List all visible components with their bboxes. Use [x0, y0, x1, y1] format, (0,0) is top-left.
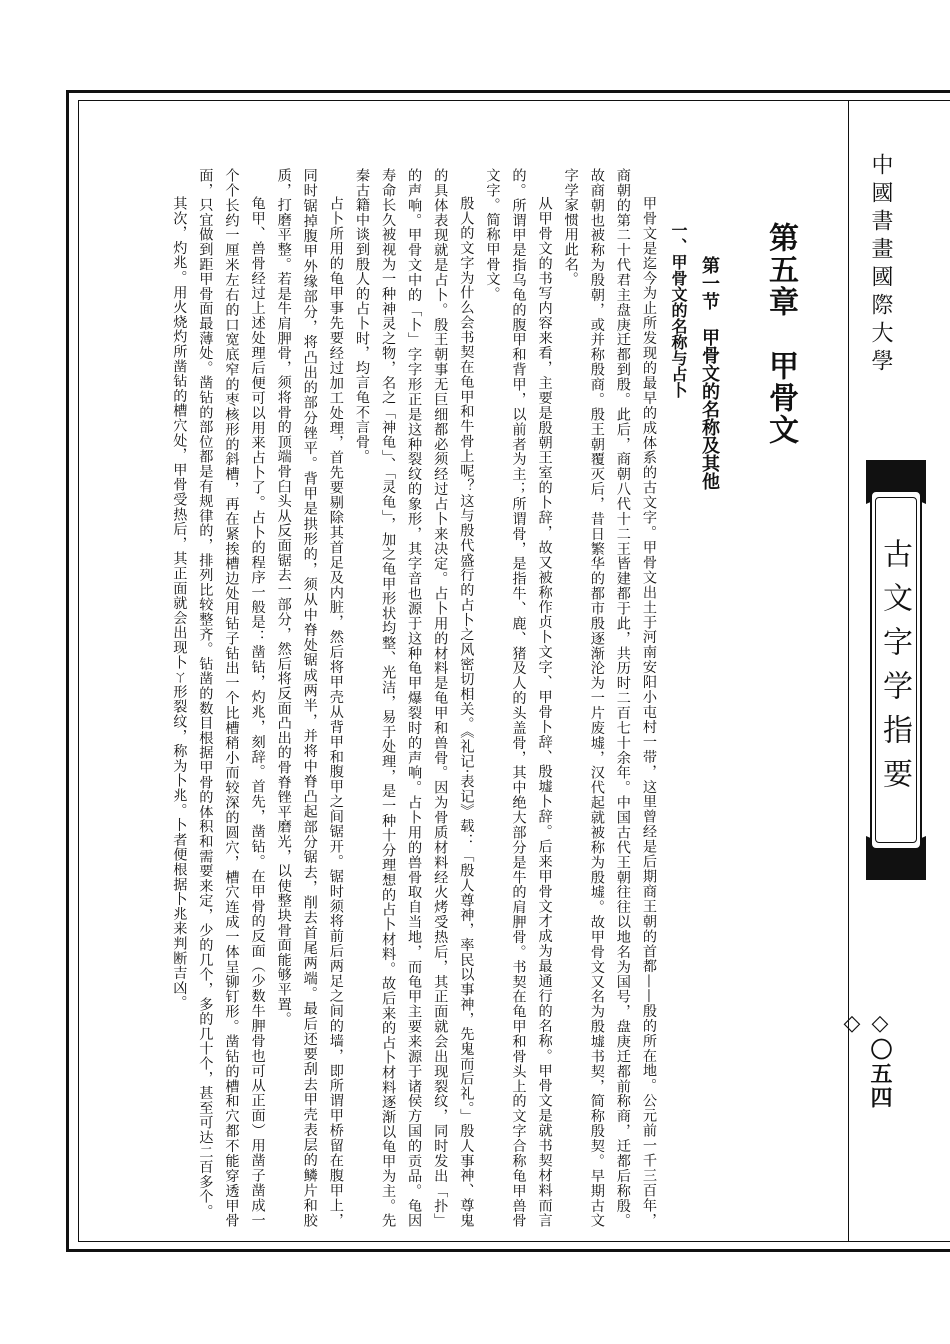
paragraph: 占卜所用的龟甲事先要经过加工处理，首先要剔除其首足及内脏，然后将甲壳从背甲和腹甲之间锯开。锯时须将前后两足之间的墙，即所谓甲桥留在腹甲上，同时锯掉腹甲外缘部分，将凸出的部分锉平。背甲是拱形的，须从中脊处锯成两半，并将中脊凸起部分锯去，削去首尾两端。最后还要刮去甲壳表层的鳞片和胶质，打磨平整。若是牛肩胛骨，须将骨的顶端骨臼头从反面锯去一部分，然后将反面凸出的骨脊锉平磨光，以使整块骨面能够平置。: [275, 168, 344, 1228]
series-name: 中國書畫國際大學: [868, 153, 893, 377]
subsection-title: 一、甲骨文的名称与占卜: [669, 222, 688, 398]
margin-divider: [848, 100, 849, 1242]
page-number: ◇〇五四◇: [839, 1010, 893, 1110]
body-text: [122, 168, 662, 1228]
chapter-title: 第五章 甲骨文: [763, 222, 798, 446]
paragraph: 龟甲、兽骨经过上述处理后便可以用来占卜了。占卜的程序一般是：凿钻，灼兆，刻辞。首先，凿钻。在甲骨的反面（少数牛胛骨也可从正面）用凿子凿成一个个长约一厘米左右的口宽底窄的枣核形的斜槽，再在紧挨槽边处用钻子钻出一个比槽稍小而较深的圆穴，槽穴连成一体呈铆钉形。凿钻的槽和穴都不能穿透甲骨面，只宜做到距甲骨面最薄处。凿钻的部位都是有规律的，排列比较整齐。钻凿的数目根据甲骨的体积和需要来定，少的几个，多的几十个，甚至可达二百多个。: [197, 168, 266, 1228]
book-title: 古文字学指要: [877, 538, 912, 802]
paragraph: 其次，灼兆。用火烧灼所凿钻的槽穴处，甲骨受热后，其正面就会出现卜ㄚ形裂纹，称为卜兆。卜者便根据卜兆来判断吉凶。: [171, 196, 188, 1011]
section-title: 第一节 甲骨文的名称及其他: [699, 256, 720, 490]
paragraph: 从甲骨文的书写内容来看，主要是殷朝王室的卜辞，故又被称作贞卜文字、甲骨卜辞、殷墟卜辞。后来甲骨文才成为最通行的名称。甲骨文是就书契材料而言的。所谓甲是指乌龟的腹甲和背甲，以前者为主；所谓骨，是指牛、鹿、猪及人的头盖骨，其中绝大部分是牛的肩胛骨。书契在龟甲和骨头上的文字合称龟甲兽骨文字。简称甲骨文。: [484, 168, 553, 1228]
paragraph: 甲骨文是迄今为止所发现的最早的成体系的古文字。甲骨文出土于河南安阳小屯村一带，这里曾经是后期商王朝的首都——殷的所在地。公元前一千三百年，商朝的第二十代君主盘庚迁都到殷。此后，商朝八代十二王皆建都于此，共历时二百七十余年。中国古代王朝往往以地名为国号，盘庚迁都前称商，迁都后称殷。故商朝也被称为殷朝，或并称殷商。殷王朝覆灭后，昔日繁华的都市殷逐渐沦为一片废墟，汉代起就被称为殷墟。故甲骨文又名为殷墟书契，简称殷契。早期古文字学家惯用此名。: [562, 168, 657, 1228]
paragraph: 殷人的文字为什么会书契在龟甲和牛骨上呢？这与殷代盛行的占卜之风密切相关。《礼记·表记》载：「殷人尊神，率民以事神，先鬼而后礼。」殷人事神、尊鬼的具体表现就是占卜。殷王朝事无巨细都必须经过占卜来决定。占卜用的材料是龟甲和兽骨。因为骨质材料经火烤受热后，其正面就会出现裂纹，同时发出「扑」的声响。甲骨文中的「卜」字字形正是这种裂纹的象形，其字音也源于这种龟甲爆裂时的声响。占卜用的兽骨取自当地，而龟甲主要来源于诸侯方国的贡品。龟因寿命长久被视为一种神灵之物，名之「神龟」、「灵龟」，加之龟甲形状均整、光洁，易于处理，是一种十分理想的占卜材料。故后来的占卜材料逐渐以龟甲为主。先秦古籍中谈到殷人的占卜时，均言龟不言骨。: [353, 168, 475, 1228]
